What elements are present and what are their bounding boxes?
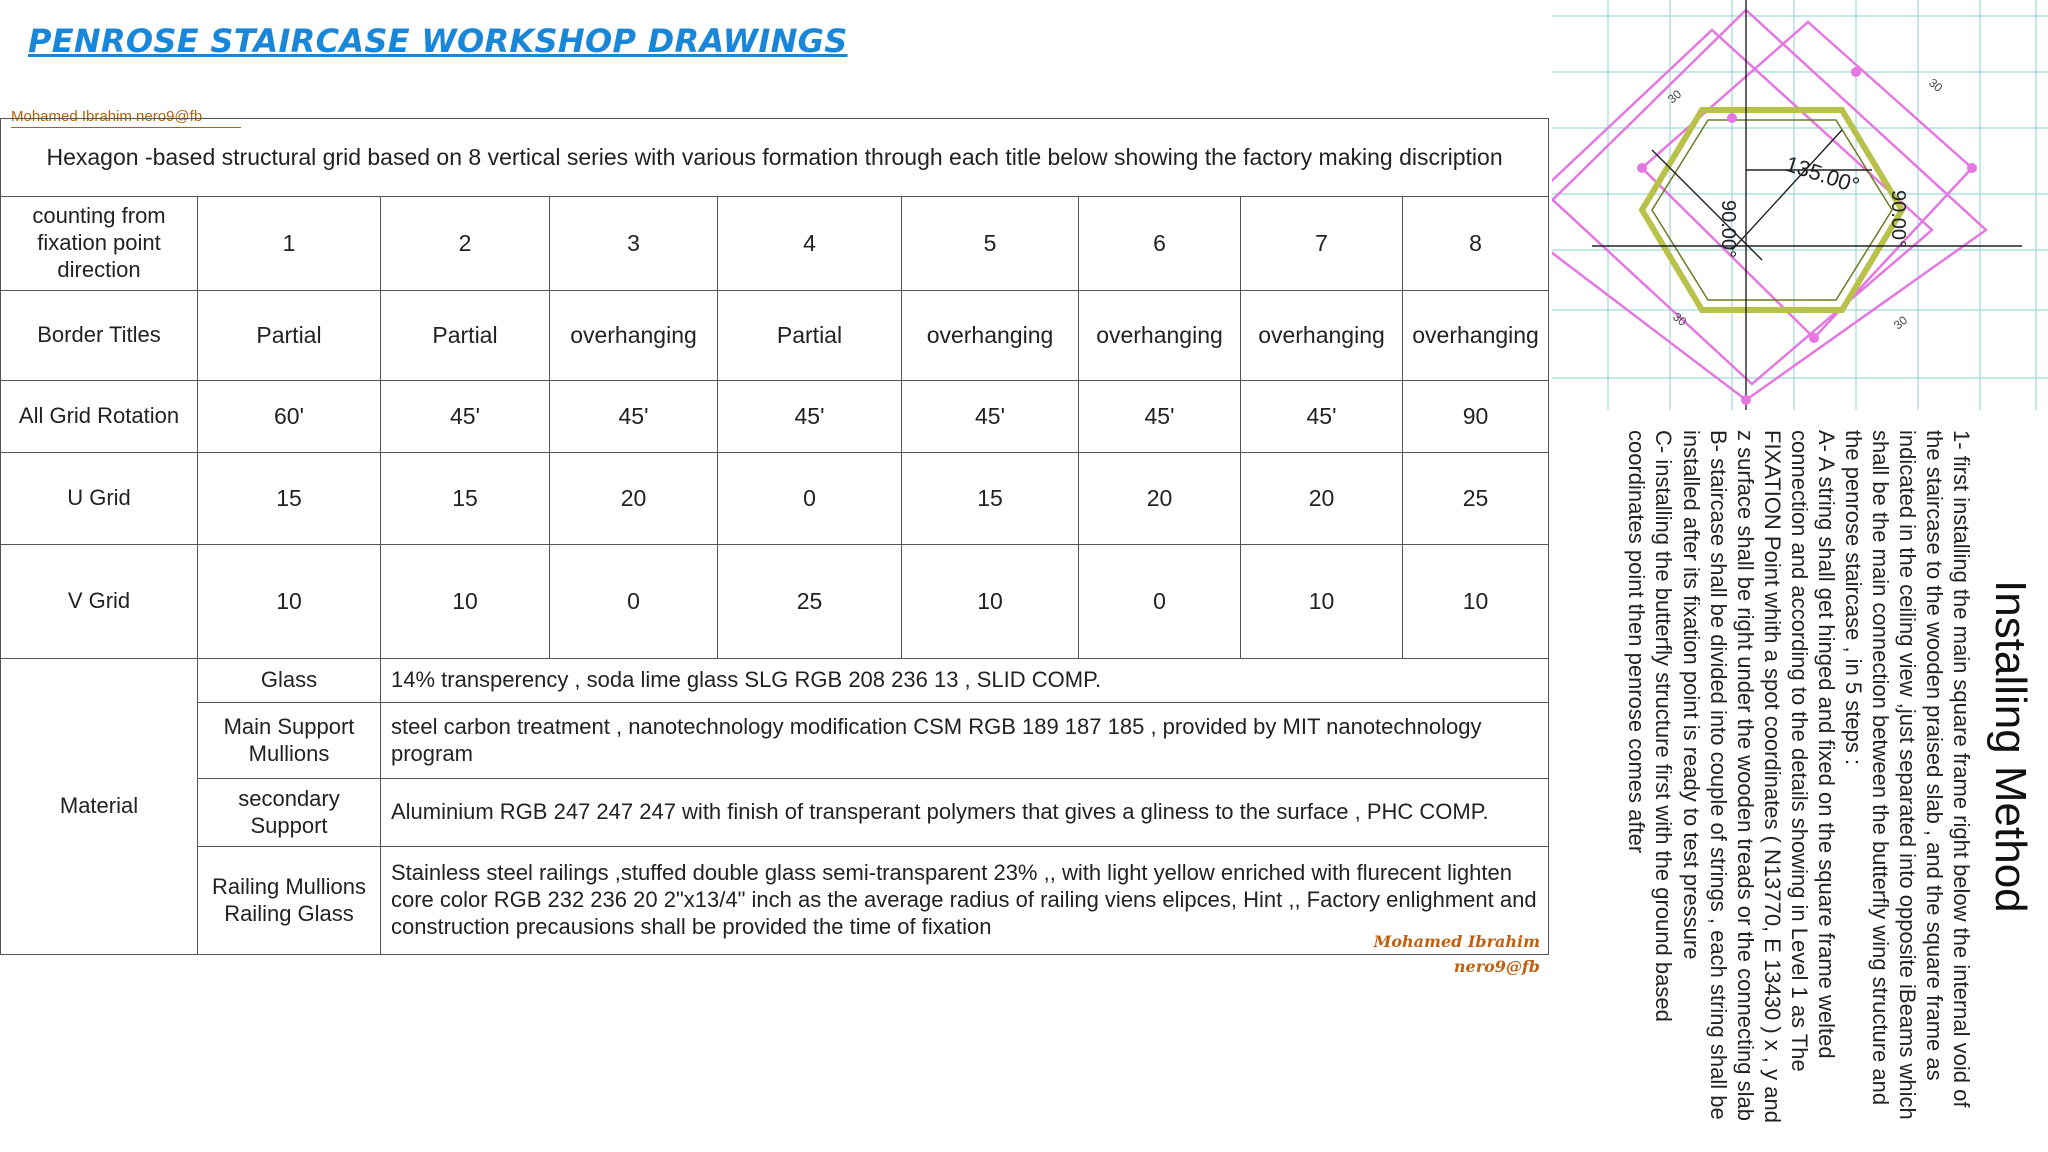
table-cell: 15 bbox=[381, 453, 550, 545]
table-header: Hexagon -based structural grid based on 8 vertical series with various formation through each title below showing the factory making discription bbox=[1, 119, 1549, 197]
table-cell: Partial bbox=[198, 291, 381, 381]
author-signature bbox=[1374, 930, 1540, 980]
row-label: V Grid bbox=[1, 545, 198, 659]
table-cell: 45' bbox=[718, 381, 902, 453]
table-cell: Partial bbox=[381, 291, 550, 381]
hexagon-staircase bbox=[1642, 110, 1902, 310]
column-header: 1 bbox=[198, 197, 381, 291]
table-cell: 45' bbox=[1079, 381, 1241, 453]
table-cell: 45' bbox=[381, 381, 550, 453]
table-cell: 10 bbox=[1403, 545, 1549, 659]
angle-label-top: 135.00° bbox=[1782, 150, 1863, 199]
dimension-label: 30 bbox=[1670, 309, 1690, 329]
material-row bbox=[1, 703, 1549, 779]
table-cell: 20 bbox=[1079, 453, 1241, 545]
material-description: 14% transperency , soda lime glass SLG RGB 208 236 13 , SLID COMP. bbox=[381, 659, 1549, 703]
row-label: U Grid bbox=[1, 453, 198, 545]
material-label: Material bbox=[1, 659, 198, 955]
table-row bbox=[1, 291, 1549, 381]
column-header: 8 bbox=[1403, 197, 1549, 291]
dimension-label: 30 bbox=[1664, 86, 1685, 107]
signature-handle: nero9@fb bbox=[1453, 956, 1540, 976]
dimension-label: 30 bbox=[1926, 75, 1946, 95]
table-row bbox=[1, 381, 1549, 453]
table-cell: 10 bbox=[381, 545, 550, 659]
table-cell: 45' bbox=[1241, 381, 1403, 453]
material-row bbox=[1, 659, 1549, 703]
table-row bbox=[1, 545, 1549, 659]
table-cell: 0 bbox=[1079, 545, 1241, 659]
table-cell: 60' bbox=[198, 381, 381, 453]
column-header: 3 bbox=[550, 197, 718, 291]
row-label: Border Titles bbox=[1, 291, 198, 381]
table-cell: overhanging bbox=[1241, 291, 1403, 381]
table-cell: 15 bbox=[198, 453, 381, 545]
table-cell: 20 bbox=[1241, 453, 1403, 545]
material-description: steel carbon treatment , nanotechnology modification CSM RGB 189 187 185 , provided by MIT nanotechnology program bbox=[381, 703, 1549, 779]
table-cell: 90 bbox=[1403, 381, 1549, 453]
table-cell: 0 bbox=[718, 453, 902, 545]
frame-plan-drawing bbox=[1552, 0, 2048, 410]
table-cell: overhanging bbox=[902, 291, 1079, 381]
row-label: All Grid Rotation bbox=[1, 381, 198, 453]
table-cell: 25 bbox=[1403, 453, 1549, 545]
table-cell: 15 bbox=[902, 453, 1079, 545]
column-header: 5 bbox=[902, 197, 1079, 291]
square-frame bbox=[1552, 10, 1986, 400]
angle-label-left: 90.00° bbox=[1717, 200, 1739, 259]
table-cell: overhanging bbox=[1403, 291, 1549, 381]
table-cell: 0 bbox=[550, 545, 718, 659]
background-grid bbox=[1552, 0, 2048, 410]
table-cell: 45' bbox=[550, 381, 718, 453]
table-cell: 10 bbox=[902, 545, 1079, 659]
material-description: Aluminium RGB 247 247 247 with finish of transperant polymers that gives a gliness to the surface , PHC COMP. bbox=[381, 779, 1549, 847]
column-header: 7 bbox=[1241, 197, 1403, 291]
column-header: 6 bbox=[1079, 197, 1241, 291]
material-description: Stainless steel railings ,stuffed double glass semi-transparent 23% ,, with light yellow enriched with flurecent lighten core color RGB 232 236 20 2"x13/4" inch as the average radius of railing viens elipces, Hint ,, Factory enlighment and construction precausions shall be provided the time of fixation bbox=[381, 847, 1549, 955]
table-cell: overhanging bbox=[550, 291, 718, 381]
table-row bbox=[1, 453, 1549, 545]
table-cell: 25 bbox=[718, 545, 902, 659]
material-sublabel: Main Support Mullions bbox=[198, 703, 381, 779]
table-cell: Partial bbox=[718, 291, 902, 381]
column-header: 2 bbox=[381, 197, 550, 291]
table-cell: 45' bbox=[902, 381, 1079, 453]
direction-label: counting from fixation point direction bbox=[1, 197, 198, 291]
material-sublabel: Glass bbox=[198, 659, 381, 703]
installing-method-title: Installing Method bbox=[1986, 580, 2035, 913]
dimension-label: 30 bbox=[1890, 312, 1911, 333]
table-cell: 20 bbox=[550, 453, 718, 545]
author-credit-top: Mohamed Ibrahim nero9@fb bbox=[11, 108, 203, 125]
material-row bbox=[1, 779, 1549, 847]
spec-table bbox=[0, 118, 1549, 955]
material-sublabel: secondary Support bbox=[198, 779, 381, 847]
installing-method-text: 1- first installing the main square frame right below the internal void of the staircase to the wooden praised slab , and the square frame as indicated in the ceiling view ,just separated into opposite iBeams which shall be the main connection between the butterfly wing structure and the penrose staircase , in 5 steps : A- A string shall get hinged and fixed on the square frame welted connection and according to the details showing in Level 1 as The FIXATION Point whith a spot coordinates ( N13770, E 13430 ) x , y and z surface shall be right under the wooden treads or the connecting slab B- staircase shall be divided into couple of strings , each string shall be installed after its fixation point is ready to test pressure C- installing the butterfly structure first with the ground based coordinates point then penrose comes after bbox=[1624, 430, 1974, 1123]
material-row bbox=[1, 847, 1549, 955]
table-cell: 10 bbox=[198, 545, 381, 659]
installing-method-panel bbox=[1595, 430, 2035, 1130]
material-sublabel: Railing Mullions Railing Glass bbox=[198, 847, 381, 955]
angle-label-right: 90.00° bbox=[1887, 190, 1909, 249]
signature-name: Mohamed Ibrahim bbox=[1373, 932, 1540, 951]
table-cell: overhanging bbox=[1079, 291, 1241, 381]
page-title: PENROSE STAIRCASE WORKSHOP DRAWINGS bbox=[28, 22, 848, 60]
column-header: 4 bbox=[718, 197, 902, 291]
table-cell: 10 bbox=[1241, 545, 1403, 659]
